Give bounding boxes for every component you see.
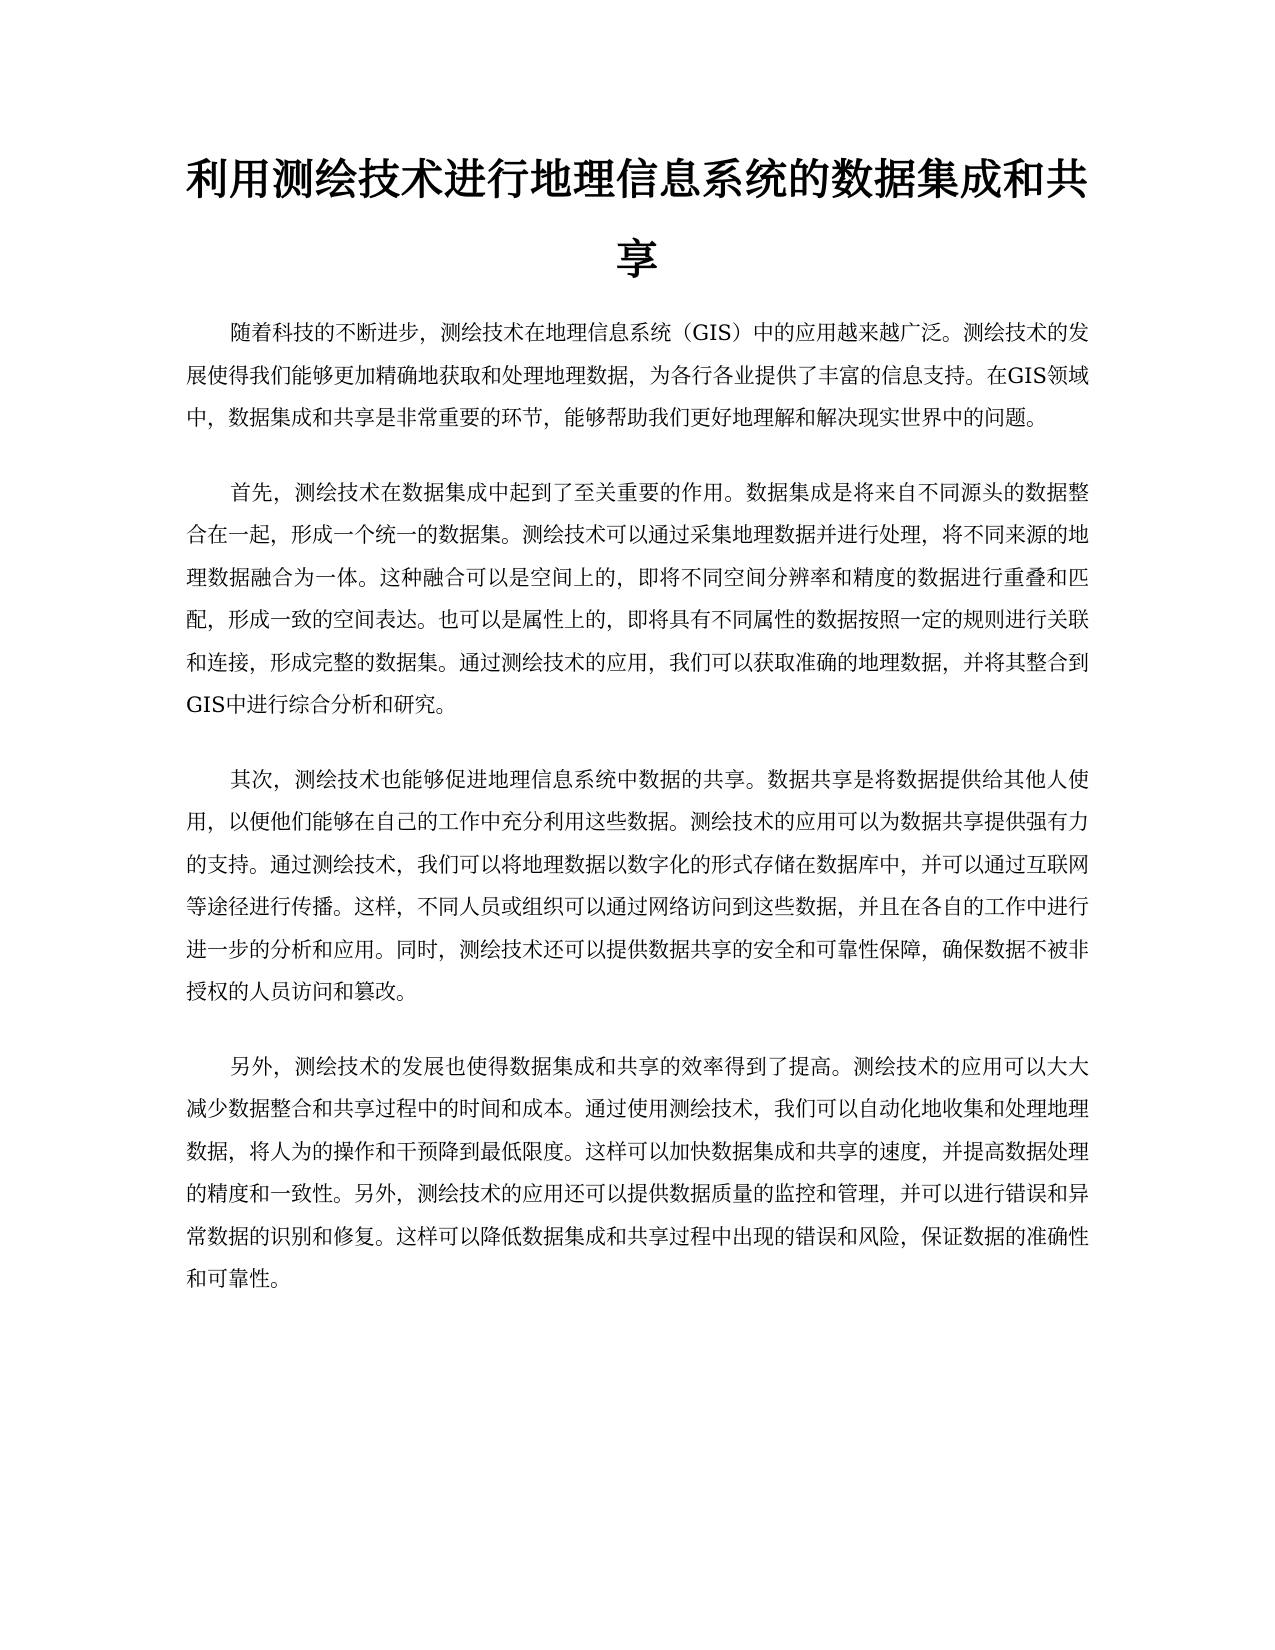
paragraph-2: 首先，测绘技术在数据集成中起到了至关重要的作用。数据集成是将来自不同源头的数据整合在一起，形成一个统一的数据集。测绘技术可以通过采集地理数据并进行处理，将不同来源的地理数据融合为一体。这种融合可以是空间上的，即将不同空间分辨率和精度的数据进行重叠和匹配，形成一致的空间表达。也可以是属性上的，即将具有不同属性的数据按照一定的规则进行关联和连接，形成完整的数据集。通过测绘技术的应用，我们可以获取准确的地理数据，并将其整合到GIS中进行综合分析和研究。	[186, 480, 1089, 717]
paragraph-3: 其次，测绘技术也能够促进地理信息系统中数据的共享。数据共享是将数据提供给其他人使用，以便他们能够在自己的工作中充分利用这些数据。测绘技术的应用可以为数据共享提供强有力的支持。通过测绘技术，我们可以将地理数据以数字化的形式存储在数据库中，并可以通过互联网等途径进行传播。这样，不同人员或组织可以通过网络访问到这些数据，并且在各自的工作中进行进一步的分析和应用。同时，测绘技术还可以提供数据共享的安全和可靠性保障，确保数据不被非授权的人员访问和篡改。	[186, 767, 1089, 1004]
document-title: 利用测绘技术进行地理信息系统的数据集成和共享	[186, 155, 1090, 284]
paragraph-1: 随着科技的不断进步，测绘技术在地理信息系统（GIS）中的应用越来越广泛。测绘技术的发展使得我们能够更加精确地获取和处理地理数据，为各行各业提供了丰富的信息支持。在GIS领域中，数据集成和共享是非常重要的环节，能够帮助我们更好地理解和解决现实世界中的问题。	[186, 321, 1089, 430]
paragraph-4: 另外，测绘技术的发展也使得数据集成和共享的效率得到了提高。测绘技术的应用可以大大减少数据整合和共享过程中的时间和成本。通过使用测绘技术，我们可以自动化地收集和处理地理数据，将人为的操作和干预降到最低限度。这样可以加快数据集成和共享的速度，并提高数据处理的精度和一致性。另外，测绘技术的应用还可以提供数据质量的监控和管理，并可以进行错误和异常数据的识别和修复。这样可以降低数据集成和共享过程中出现的错误和风险，保证数据的准确性和可靠性。	[186, 1054, 1089, 1291]
document-body	[186, 312, 1089, 1333]
